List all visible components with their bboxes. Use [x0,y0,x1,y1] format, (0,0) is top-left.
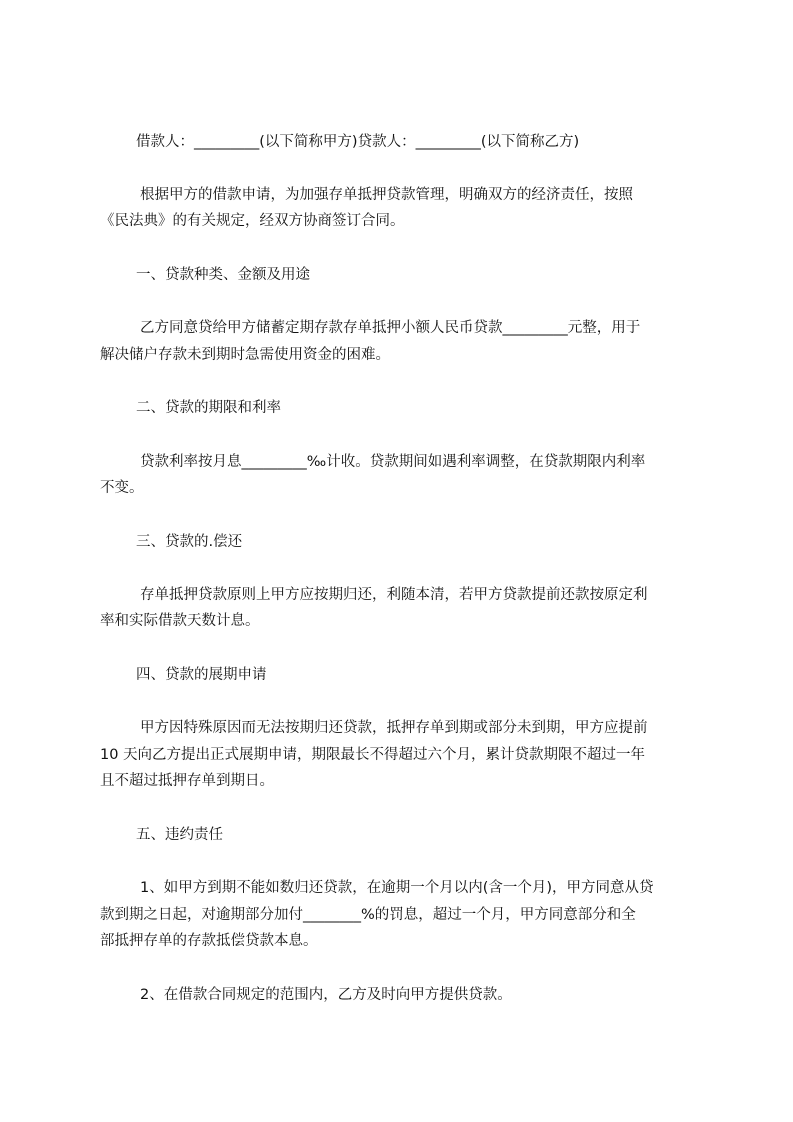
section-2-line-2: 不变。 [100,480,144,496]
section-3-line-1: 存单抵押贷款原则上甲方应按期归还，利随本清，若甲方贷款提前还款按原定利 [140,587,648,603]
section-2-line-1: 贷款利率按月息_________‰计收。贷款期间如遇利率调整，在贷款期限内利率 [140,454,646,470]
section-3-line-2: 率和实际借款天数计息。 [100,613,260,629]
section-4-heading: 四、贷款的展期申请 [136,667,267,683]
section-1-line-1: 乙方同意贷给甲方储蓄定期存款存单抵押小额人民币贷款_________元整，用于 [140,320,641,336]
section-2-heading: 二、贷款的期限和利率 [136,400,281,416]
section-6-line-1: 2、在借款合同规定的范围内，乙方及时向甲方提供贷款。 [140,987,512,1003]
intro-line-1: 根据甲方的借款申请，为加强存单抵押贷款管理，明确双方的经济责任，按照 [140,187,633,203]
section-4-line-2: 10 天向乙方提出正式展期申请，期限最长不得超过六个月，累计贷款期限不超过一年 [100,747,646,763]
parties-line: 借款人：_________(以下简称甲方)贷款人：_________(以下简称乙方) [136,134,580,150]
section-5-line-3: 部抵押存单的存款抵偿贷款本息。 [100,933,318,949]
section-4-line-3: 且不超过抵押存单到期日。 [100,773,274,789]
section-5-line-1: 1、如甲方到期不能如数归还贷款，在逾期一个月以内(含一个月)，甲方同意从贷 [140,880,654,896]
section-3-heading: 三、贷款的.偿还 [136,534,243,550]
section-4-line-1: 甲方因特殊原因而无法按期归还贷款，抵押存单到期或部分未到期，甲方应提前 [140,720,648,736]
section-5-line-2: 款到期之日起，对逾期部分加付________%的罚息，超过一个月，甲方同意部分和全 [100,907,636,923]
intro-line-2: 《民法典》的有关规定，经双方协商签订合同。 [100,213,405,229]
section-1-line-2: 解决储户存款未到期时急需使用资金的困难。 [100,347,390,363]
section-5-heading: 五、违约责任 [136,827,223,843]
section-1-heading: 一、贷款种类、金额及用途 [136,267,310,283]
